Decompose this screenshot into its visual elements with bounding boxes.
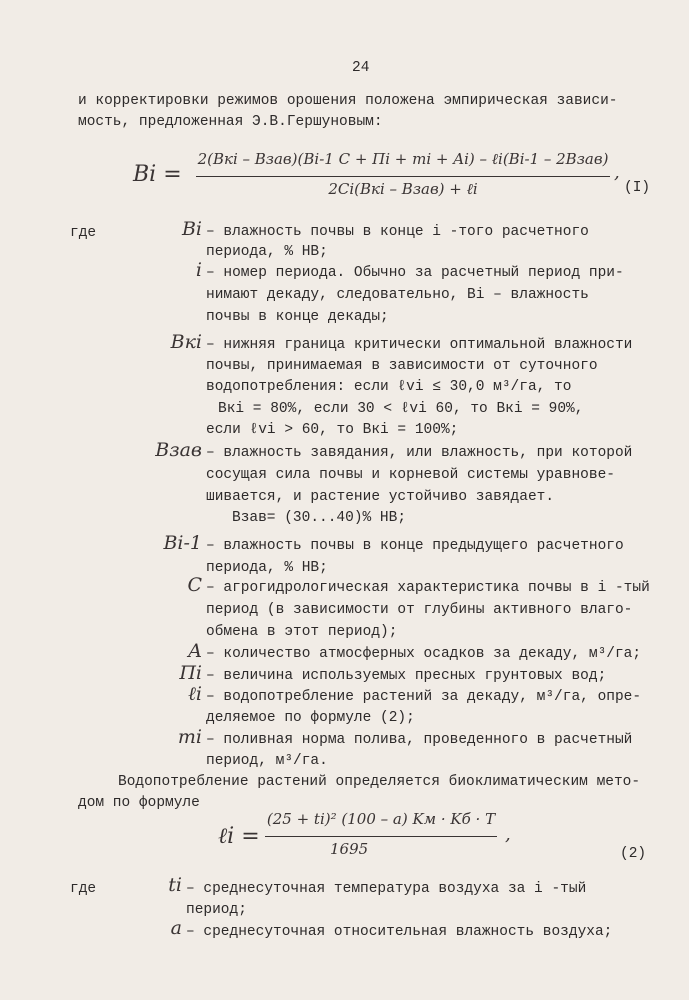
definition-line: – водопотребление растений за декаду, м³/га, опре- bbox=[206, 689, 642, 705]
definition-line: – влажность почвы в конце i -того расчетного bbox=[206, 224, 589, 240]
definition-line: – нижняя граница критически оптимальной влажности bbox=[206, 337, 633, 353]
formula-2-number: (2) bbox=[620, 846, 647, 862]
formula-1-fraction-bar bbox=[196, 176, 610, 177]
definition-line: – количество атмосферных осадков за декаду, м³/га; bbox=[206, 646, 642, 662]
formula-2-numerator: (25 + ti)² (100 – a) Kм · Kб · T bbox=[266, 810, 496, 828]
formula-1-denominator: 2Ci(Bкi – Bзав) + ℓi bbox=[328, 180, 478, 198]
definition-symbol: ti bbox=[168, 874, 182, 896]
definition-line: период (в зависимости от глубины активного влаго- bbox=[206, 602, 633, 618]
definition-line: – поливная норма полива, проведенного в расчетный bbox=[206, 732, 633, 748]
definition-line: Bзав= (30...40)% НВ; bbox=[232, 510, 407, 526]
paragraph-2-line-2: дом по формуле bbox=[78, 795, 200, 811]
definition-symbol: Bзав bbox=[155, 439, 202, 461]
formula-1-trail: , bbox=[614, 162, 620, 183]
definition-line: период, м³/га. bbox=[206, 753, 328, 769]
definition-symbol: Bi bbox=[181, 218, 202, 240]
definition-symbol: Bкi bbox=[170, 331, 202, 353]
definition-line: – влажность почвы в конце предыдущего расчетного bbox=[206, 538, 624, 554]
definition-symbol: mi bbox=[177, 726, 202, 748]
definition-line: сосущая сила почвы и корневой системы уравнове- bbox=[206, 467, 615, 483]
definition-line: – величина используемых пресных грунтовых вод; bbox=[206, 668, 607, 684]
definition-line: периода, % НВ; bbox=[206, 560, 328, 576]
definition-line: нимают декаду, следовательно, Bi – влажность bbox=[206, 287, 589, 303]
definition-line: водопотребления: если ℓvi ≤ 30,0 м³/га, то bbox=[206, 379, 572, 395]
definition-symbol: Пi bbox=[179, 662, 202, 684]
definition-line: если ℓvi > 60, то Bкi = 100%; bbox=[206, 422, 459, 438]
definition-symbol: Bi-1 bbox=[163, 532, 202, 554]
paragraph-2-line-1: Водопотребление растений определяется биоклиматическим мето- bbox=[118, 774, 641, 790]
formula-2-fraction-bar bbox=[265, 836, 497, 837]
definition-line: периода, % НВ; bbox=[206, 244, 328, 260]
intro-line-1: и корректировки режимов орошения положена эмпирическая зависи- bbox=[78, 93, 618, 109]
definition-line: период; bbox=[186, 902, 247, 918]
definition-line: – агрогидрологическая характеристика почвы в i -тый bbox=[206, 580, 650, 596]
formula-2-trail: , bbox=[505, 824, 511, 845]
definition-line: деляемое по формуле (2); bbox=[206, 710, 415, 726]
formula-1-number: (I) bbox=[624, 180, 651, 196]
definition-line: обмена в этот период); bbox=[206, 624, 398, 640]
formula-2-lhs: ℓi = bbox=[218, 824, 260, 849]
page-number: 24 bbox=[352, 60, 370, 76]
definition-line: Bкi = 80%, если 30 < ℓvi 60, то Bкi = 90%, bbox=[218, 401, 584, 417]
where-label-1: где bbox=[70, 225, 97, 241]
intro-line-2: мость, предложенная Э.В.Гершуновым: bbox=[78, 114, 383, 130]
definition-line: – влажность завядания, или влажность, при которой bbox=[206, 445, 633, 461]
definition-symbol: i bbox=[195, 259, 202, 281]
formula-2-denominator: 1695 bbox=[330, 840, 369, 858]
definition-symbol: a bbox=[170, 917, 182, 939]
formula-1-lhs: Bi = bbox=[133, 162, 182, 187]
definition-symbol: A bbox=[188, 640, 202, 662]
definition-symbol: ℓi bbox=[188, 683, 202, 705]
definition-line: шивается, и растение устойчиво завядает. bbox=[206, 489, 555, 505]
where-label-2: где bbox=[70, 881, 97, 897]
definition-line: – номер периода. Обычно за расчетный период при- bbox=[206, 265, 624, 281]
definition-line: – среднесуточная температура воздуха за i -тый bbox=[186, 881, 587, 897]
definition-line: почвы, принимаемая в зависимости от суточного bbox=[206, 358, 598, 374]
definition-line: – среднесуточная относительная влажность воздуха; bbox=[186, 924, 613, 940]
definition-line: почвы в конце декады; bbox=[206, 309, 389, 325]
definition-symbol: C bbox=[187, 574, 202, 596]
formula-1-numerator: 2(Bкi – Bзав)(Bi-1 C + Пi + mi + Ai) – ℓi(Bi-1 – 2Bзав) bbox=[197, 150, 609, 168]
